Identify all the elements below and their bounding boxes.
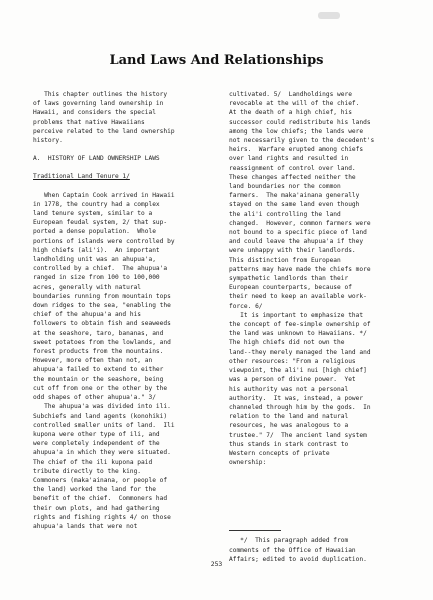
text-line: Affairs; edited to avoid duplication. xyxy=(229,555,367,563)
right-column xyxy=(229,90,409,564)
text-line: not necessarily given to the decedent's xyxy=(229,137,375,145)
text-line: was a person of divine power. Yet xyxy=(229,376,356,384)
body-paragraph xyxy=(229,90,409,311)
text-line: ahupua'a failed to extend to either xyxy=(33,366,164,374)
text-line: controlled by a chief. The ahupua'a xyxy=(33,265,168,273)
text-line: tribute directly to the king. xyxy=(33,467,142,475)
body-paragraph xyxy=(33,191,207,403)
text-line: their need to keep an available work- xyxy=(229,293,367,301)
text-line: ported a dense population. Whole xyxy=(33,228,156,236)
text-line: were completely independent of the xyxy=(33,440,160,448)
text-line: the mountain or the seashore, being xyxy=(33,375,164,383)
text-line: down ridges to the sea, "enabling the xyxy=(33,302,171,310)
text-line: This chapter outlines the history xyxy=(33,91,168,98)
text-line: This distinction from European xyxy=(229,256,341,264)
text-line: At the death of a high chief, his xyxy=(229,109,352,117)
body-paragraph xyxy=(33,402,207,531)
text-line: the ali'i controlling the land xyxy=(229,210,341,218)
text-line: high chiefs (ali'i). An important xyxy=(33,246,160,254)
text-line: ownership: xyxy=(229,459,267,467)
text-line: benefit of the chief. Commoners had xyxy=(33,495,168,503)
text-line: over land rights and resulted in xyxy=(229,155,349,163)
body-paragraph xyxy=(229,311,409,467)
text-line: The high chiefs did not own the xyxy=(229,339,345,347)
text-line: ranged in size from 100 to 100,000 xyxy=(33,274,160,282)
text-line: among the low chiefs; the lands were xyxy=(229,127,364,135)
left-column xyxy=(33,90,207,531)
text-line: acres, generally with natural xyxy=(33,283,142,291)
text-line: controlled smaller units of land. Ili xyxy=(33,421,175,429)
footnote-rule xyxy=(229,530,281,531)
text-line: sympathetic landlords than their xyxy=(229,275,349,283)
text-line: Western concepts of private xyxy=(229,449,330,457)
text-line: the land was unknown to Hawaiians. */ xyxy=(229,330,367,338)
text-line: and could leave the ahupua'a if they xyxy=(229,238,364,246)
subheading: Traditional Land Tenure 1/ xyxy=(33,173,130,181)
text-line: The ahupua'a was divided into ili. xyxy=(33,403,171,411)
text-line: Hawaii, and considers the special xyxy=(33,109,156,117)
text-line: patterns may have made the chiefs more xyxy=(229,265,371,273)
text-line: problems that native Hawaiians xyxy=(33,118,145,126)
text-line: changed. However, common farmers were xyxy=(229,219,371,227)
text-line: chief of the ahupua'a and his xyxy=(33,311,142,319)
text-line: The chief of the ili kupona paid xyxy=(33,458,153,466)
text-line: thus stands in stark contrast to xyxy=(229,440,349,448)
text-line: land--they merely managed the land and xyxy=(229,348,371,356)
text-line: European counterparts, because of xyxy=(229,284,352,292)
text-line: viewpoint, the ali'i nui [high chief] xyxy=(229,367,367,375)
text-line: their own plots, and had gathering xyxy=(33,504,160,512)
text-line: force. 6/ xyxy=(229,302,263,310)
text-line: cultivated. 5/ Landholdings were xyxy=(229,91,352,98)
text-line: at the seashore, taro, bananas, and xyxy=(33,329,164,337)
page-title: Land Laws And Relationships xyxy=(109,53,324,68)
text-line: successor could redistribute his lands xyxy=(229,118,371,126)
text-line: trustee." 7/ The ancient land system xyxy=(229,431,367,439)
text-line: However, more often than not, an xyxy=(33,357,153,365)
text-line: ahupua'a in which they were situated. xyxy=(33,449,171,457)
text-line: It is important to emphasize that xyxy=(229,311,364,319)
text-line: heirs. Warfare erupted among chiefs xyxy=(229,146,364,154)
text-line: channeled through him by the gods. In xyxy=(229,403,371,411)
text-line: comments of the Office of Hawaiian xyxy=(229,546,356,554)
text-line: land tenure system, similar to a xyxy=(33,210,153,218)
text-line: land boundaries nor the common xyxy=(229,183,341,191)
text-line: Commoners (maka'ainana, or people of xyxy=(33,476,168,484)
text-line: stayed on the same land even though xyxy=(229,201,360,209)
text-line: authority. It was, instead, a power xyxy=(229,394,364,402)
scan-smudge xyxy=(318,12,340,19)
text-line: in 1778, the country had a complex xyxy=(33,200,160,208)
text-line: Subchiefs and land agents (konohiki) xyxy=(33,412,168,420)
text-line: forest products from the mountains. xyxy=(33,348,164,356)
text-line: were unhappy with their landlords. xyxy=(229,247,356,255)
text-line: other resources: "From a religious xyxy=(229,357,356,365)
text-line: resources, he was analogous to a xyxy=(229,422,349,430)
text-line: */ This paragraph added from xyxy=(229,537,349,545)
text-line: followers to obtain fish and seaweeds xyxy=(33,320,171,328)
text-line: not bound to a specific piece of land xyxy=(229,229,367,237)
text-line: reassignment of control over land. xyxy=(229,164,356,172)
text-line: ahupua'a lands that were not xyxy=(33,522,138,530)
intro-paragraph xyxy=(33,90,207,145)
text-line: rights and fishing rights 4/ on those xyxy=(33,513,171,521)
text-line: history. xyxy=(33,137,63,145)
text-line: landholding unit was an ahupua'a, xyxy=(33,256,156,264)
text-line: farmers. The maka'ainana generally xyxy=(229,192,360,200)
text-line: sweet potatoes from the lowlands, and xyxy=(33,338,171,346)
section-heading: A. HISTORY OF LAND OWNERSHIP LAWS xyxy=(33,155,160,163)
text-line: relation to the land and natural xyxy=(229,413,349,421)
text-line: boundaries running from mountain tops xyxy=(33,292,171,300)
text-line: kupona were other type of ili, and xyxy=(33,430,160,438)
text-line: the land) worked the land for the xyxy=(33,486,156,494)
text-line: his authority was not a personal xyxy=(229,385,349,393)
text-line: These changes affected neither the xyxy=(229,173,356,181)
text-line: perceive related to the land ownership xyxy=(33,127,175,135)
text-line: portions of islands were controlled by xyxy=(33,237,175,245)
text-line: of laws governing land ownership in xyxy=(33,100,164,108)
text-line: odd shapes of other ahupua'a." 3/ xyxy=(33,394,156,402)
page-number: 253 xyxy=(210,560,223,568)
text-line: cut off from one or the other by the xyxy=(33,384,168,392)
text-line: the concept of fee-simple ownership of xyxy=(229,321,371,329)
text-line: European feudal system, 2/ that sup- xyxy=(33,219,168,227)
text-line: When Captain Cook arrived in Hawaii xyxy=(33,191,175,199)
text-line: revocable at the will of the chief. xyxy=(229,100,360,108)
